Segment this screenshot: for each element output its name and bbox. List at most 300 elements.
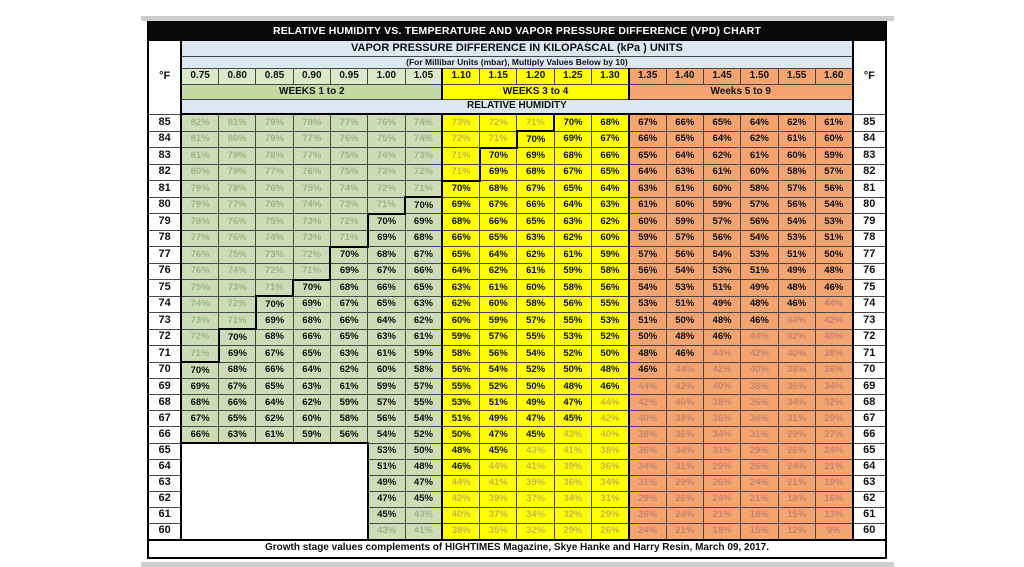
- rh-cell: 77%: [219, 197, 256, 214]
- rh-cell: 66%: [629, 131, 666, 148]
- rh-cell: 69%: [293, 296, 330, 313]
- rh-cell: 38%: [442, 523, 479, 540]
- rh-cell: 29%: [629, 491, 666, 507]
- rh-cell: 53%: [666, 280, 703, 297]
- rh-cell: 42%: [592, 411, 629, 427]
- rh-cell: 40%: [741, 362, 778, 379]
- rh-cell: 70%: [330, 247, 367, 264]
- rh-cell: 62%: [592, 214, 629, 231]
- rh-cell: 24%: [778, 459, 815, 475]
- rh-cell: 81%: [219, 114, 256, 131]
- rh-cell: 64%: [703, 131, 740, 148]
- rh-cell: 58%: [554, 280, 591, 297]
- rh-cell: 65%: [368, 296, 405, 313]
- rh-cell: 38%: [815, 346, 852, 363]
- rh-cell: 24%: [703, 491, 740, 507]
- rh-cell: 57%: [629, 247, 666, 264]
- rh-cell: 46%: [442, 459, 479, 475]
- rh-cell: 67%: [405, 247, 442, 264]
- rh-cell: 72%: [219, 296, 256, 313]
- rh-cell: 47%: [368, 491, 405, 507]
- rh-cell: 41%: [554, 443, 591, 459]
- temp-row-label: 76: [148, 263, 181, 280]
- rh-cell: 34%: [517, 507, 554, 523]
- temp-row-label: 76: [853, 263, 886, 280]
- rh-cell: 36%: [629, 443, 666, 459]
- rh-cell: 56%: [554, 296, 591, 313]
- rh-cell: 26%: [703, 475, 740, 491]
- rh-cell: 66%: [293, 329, 330, 346]
- rh-cell: 50%: [815, 247, 852, 264]
- rh-cell: 69%: [480, 164, 517, 181]
- kpa-header-cell: 0.85: [256, 69, 293, 85]
- rh-cell: 45%: [368, 507, 405, 523]
- rh-cell: 62%: [517, 247, 554, 264]
- rh-cell: 63%: [554, 214, 591, 231]
- rh-cell: 55%: [442, 379, 479, 395]
- rh-cell: 65%: [554, 181, 591, 198]
- rh-cell: 63%: [592, 197, 629, 214]
- rh-cell: 53%: [815, 214, 852, 231]
- rh-cell: 36%: [554, 475, 591, 491]
- rh-cell: 42%: [815, 313, 852, 330]
- rh-cell: 71%: [219, 313, 256, 330]
- rh-cell: 49%: [703, 296, 740, 313]
- rh-cell: 79%: [256, 131, 293, 148]
- rh-cell: 38%: [629, 427, 666, 444]
- rh-cell: 63%: [405, 296, 442, 313]
- rh-cell: 59%: [703, 197, 740, 214]
- rh-cell: 45%: [517, 427, 554, 444]
- rh-cell: 42%: [778, 329, 815, 346]
- rh-cell: 54%: [778, 214, 815, 231]
- rh-cell: 67%: [480, 197, 517, 214]
- rh-cell: 61%: [517, 263, 554, 280]
- rh-cell: 62%: [778, 114, 815, 131]
- rh-cell: 36%: [703, 411, 740, 427]
- rh-cell: 41%: [480, 475, 517, 491]
- rh-cell: 44%: [666, 362, 703, 379]
- rh-cell: 21%: [703, 507, 740, 523]
- rh-cell: 56%: [368, 411, 405, 427]
- temp-row-label: 73: [148, 313, 181, 330]
- rh-cell: 75%: [181, 280, 218, 297]
- rh-cell: 66%: [256, 362, 293, 379]
- rh-cell: 66%: [517, 197, 554, 214]
- rh-cell: 57%: [666, 230, 703, 247]
- table-row: [148, 411, 886, 427]
- temp-row-label: 74: [148, 296, 181, 313]
- rh-cell: 52%: [480, 379, 517, 395]
- temp-row-label: 82: [148, 164, 181, 181]
- table-row: [148, 280, 886, 297]
- rh-cell: 76%: [368, 114, 405, 131]
- rh-cell: 21%: [778, 475, 815, 491]
- rh-cell: 76%: [330, 131, 367, 148]
- rh-cell: 62%: [703, 148, 740, 165]
- kpa-header-cell: 1.20: [517, 69, 554, 85]
- rh-cell: 58%: [778, 164, 815, 181]
- temp-row-label: 79: [853, 214, 886, 231]
- temp-row-label: 66: [853, 427, 886, 444]
- rh-cell: 51%: [442, 411, 479, 427]
- rh-cell: 79%: [181, 197, 218, 214]
- rh-cell: 69%: [405, 214, 442, 231]
- rh-cell: 36%: [815, 362, 852, 379]
- rh-cell: 78%: [219, 181, 256, 198]
- rh-cell: 54%: [405, 411, 442, 427]
- rh-cell: 24%: [666, 507, 703, 523]
- units-note: (For Millibar Units (mbar), Multiply Values Below by 10): [181, 57, 852, 69]
- rh-cell: 57%: [368, 395, 405, 411]
- temp-row-label: 67: [148, 411, 181, 427]
- rh-cell: 71%: [293, 263, 330, 280]
- rh-cell: 79%: [219, 164, 256, 181]
- kpa-header-cell: 0.90: [293, 69, 330, 85]
- temp-row-label: 73: [853, 313, 886, 330]
- rh-cell: 54%: [629, 280, 666, 297]
- rh-cell: 60%: [442, 313, 479, 330]
- rh-cell: 73%: [181, 313, 218, 330]
- rh-cell: 59%: [405, 346, 442, 363]
- rh-cell: 34%: [592, 475, 629, 491]
- rh-cell: 63%: [293, 379, 330, 395]
- rh-cell: 26%: [741, 459, 778, 475]
- rh-cell: 75%: [330, 148, 367, 165]
- table-row: [148, 181, 886, 198]
- rh-cell: 70%: [368, 214, 405, 231]
- rh-cell: 32%: [554, 507, 591, 523]
- temp-row-label: 63: [148, 475, 181, 491]
- rh-cell: 74%: [219, 263, 256, 280]
- rh-cell: 44%: [703, 346, 740, 363]
- rh-cell: 69%: [181, 379, 218, 395]
- rh-cell: 73%: [442, 114, 479, 131]
- rh-cell: 58%: [442, 346, 479, 363]
- rh-cell: 34%: [554, 491, 591, 507]
- week-row: [148, 85, 886, 100]
- rh-cell: 60%: [703, 181, 740, 198]
- rh-cell: 41%: [405, 523, 442, 540]
- rh-cell: 70%: [480, 148, 517, 165]
- rh-cell: 35%: [480, 523, 517, 540]
- rh-cell: 45%: [554, 411, 591, 427]
- rh-cell: 73%: [293, 230, 330, 247]
- rh-cell: 53%: [592, 313, 629, 330]
- rh-cell: 72%: [181, 329, 218, 346]
- rh-cell: 58%: [330, 411, 367, 427]
- rh-cell: 46%: [629, 362, 666, 379]
- rh-cell: 57%: [815, 164, 852, 181]
- rh-cell: 70%: [293, 280, 330, 297]
- rh-cell: 65%: [293, 346, 330, 363]
- table-row: [148, 148, 886, 165]
- page-bottom-strip: [141, 562, 894, 567]
- table-footer: [148, 540, 886, 558]
- temp-row-label: 71: [853, 346, 886, 363]
- rh-cell: 74%: [405, 114, 442, 131]
- rh-cell: 56%: [666, 247, 703, 264]
- rh-cell: 39%: [480, 491, 517, 507]
- temp-row-label: 60: [148, 523, 181, 540]
- temp-row-label: 63: [853, 475, 886, 491]
- table-row: [148, 131, 886, 148]
- rh-cell: 26%: [592, 523, 629, 540]
- table-row: [148, 379, 886, 395]
- rh-cell: 55%: [592, 296, 629, 313]
- rh-cell: 53%: [442, 395, 479, 411]
- rh-cell: 65%: [517, 214, 554, 231]
- rh-cell: 41%: [517, 459, 554, 475]
- rh-cell: 19%: [815, 475, 852, 491]
- rh-cell: 56%: [815, 181, 852, 198]
- rh-cell: 79%: [256, 114, 293, 131]
- kpa-header-cell: 0.95: [330, 69, 367, 85]
- rh-cell: 57%: [703, 214, 740, 231]
- rh-cell: 50%: [405, 443, 442, 459]
- rh-cell: 46%: [778, 296, 815, 313]
- rh-cell: 64%: [629, 164, 666, 181]
- rh-cell: 73%: [293, 214, 330, 231]
- rh-cell: 44%: [592, 395, 629, 411]
- rh-cell: 55%: [405, 395, 442, 411]
- rh-cell: 57%: [741, 197, 778, 214]
- rh-cell: 48%: [741, 296, 778, 313]
- rh-cell: 67%: [219, 379, 256, 395]
- rh-cell: 44%: [442, 475, 479, 491]
- rh-cell: 68%: [554, 148, 591, 165]
- table-row: [148, 214, 886, 231]
- rh-cell: 60%: [629, 214, 666, 231]
- rh-cell: 68%: [293, 313, 330, 330]
- rh-cell: 43%: [554, 427, 591, 444]
- kpa-header-cell: 1.05: [405, 69, 442, 85]
- rh-cell: 61%: [330, 379, 367, 395]
- rh-cell: 46%: [741, 313, 778, 330]
- rh-cell: 36%: [741, 395, 778, 411]
- rh-cell: 76%: [256, 181, 293, 198]
- kpa-header-cell: 1.30: [592, 69, 629, 85]
- rh-cell: 67%: [554, 164, 591, 181]
- relative-humidity-label: RELATIVE HUMIDITY: [181, 100, 852, 115]
- rh-cell: 26%: [778, 443, 815, 459]
- temp-row-label: 65: [853, 443, 886, 459]
- rh-cell: 37%: [480, 507, 517, 523]
- temp-unit-label: °F: [148, 41, 181, 115]
- rh-cell: 50%: [592, 346, 629, 363]
- rh-cell: 45%: [405, 491, 442, 507]
- kpa-header-cell: 1.55: [778, 69, 815, 85]
- temp-row-label: 60: [853, 523, 886, 540]
- table-row: [148, 263, 886, 280]
- rh-cell: 54%: [368, 427, 405, 444]
- rh-cell: 38%: [592, 443, 629, 459]
- rh-cell: 53%: [703, 263, 740, 280]
- rh-cell: 54%: [703, 247, 740, 264]
- rh-cell: 72%: [368, 181, 405, 198]
- rh-cell: 53%: [629, 296, 666, 313]
- temp-row-label: 85: [853, 114, 886, 131]
- rh-cell: 29%: [554, 523, 591, 540]
- rh-cell: 47%: [405, 475, 442, 491]
- rh-cell: 71%: [442, 148, 479, 165]
- rh-cell: 48%: [442, 443, 479, 459]
- rh-cell: 55%: [517, 329, 554, 346]
- table-row: [148, 346, 886, 363]
- rh-cell: 42%: [666, 379, 703, 395]
- rh-cell: 76%: [181, 263, 218, 280]
- rh-cell: 67%: [629, 114, 666, 131]
- rh-cell: 46%: [592, 379, 629, 395]
- rh-cell: 52%: [405, 427, 442, 444]
- rh-cell: 76%: [219, 214, 256, 231]
- rh-cell: 81%: [181, 131, 218, 148]
- rh-cell: 34%: [741, 411, 778, 427]
- rh-cell: 39%: [517, 475, 554, 491]
- table-row: [148, 362, 886, 379]
- rh-cell: 67%: [368, 263, 405, 280]
- rh-cell: 31%: [741, 427, 778, 444]
- rh-cell: 40%: [442, 507, 479, 523]
- rh-cell: 70%: [219, 329, 256, 346]
- temp-row-label: 75: [853, 280, 886, 297]
- rh-cell: 36%: [666, 427, 703, 444]
- rh-cell: 76%: [256, 197, 293, 214]
- rh-cell: 65%: [219, 411, 256, 427]
- rh-cell: 61%: [405, 329, 442, 346]
- table-row: [148, 247, 886, 264]
- rh-cell: 31%: [666, 459, 703, 475]
- rh-cell: 44%: [629, 379, 666, 395]
- rh-cell: 63%: [517, 230, 554, 247]
- rh-cell: 75%: [219, 247, 256, 264]
- rh-cell: 80%: [181, 164, 218, 181]
- table-row: [148, 329, 886, 346]
- rh-cell: 47%: [517, 411, 554, 427]
- rh-cell: 71%: [517, 114, 554, 131]
- rh-cell: 15%: [778, 507, 815, 523]
- rh-cell: 66%: [405, 263, 442, 280]
- rh-cell: 63%: [219, 427, 256, 444]
- rh-cell: 53%: [554, 329, 591, 346]
- rh-cell: 47%: [480, 427, 517, 444]
- rh-cell: 74%: [368, 148, 405, 165]
- rh-cell: 69%: [368, 230, 405, 247]
- temp-row-label: 62: [148, 491, 181, 507]
- rh-cell: 24%: [629, 523, 666, 540]
- rh-cell: 18%: [778, 491, 815, 507]
- rh-cell: 71%: [442, 164, 479, 181]
- temp-row-label: 62: [853, 491, 886, 507]
- rh-cell: 70%: [181, 362, 218, 379]
- grid: [148, 114, 886, 540]
- rh-cell: 75%: [256, 214, 293, 231]
- temp-row-label: 65: [148, 443, 181, 459]
- temp-row-label: 70: [148, 362, 181, 379]
- rh-cell: 72%: [330, 214, 367, 231]
- temp-row-label: 61: [853, 507, 886, 523]
- rh-cell: 48%: [703, 313, 740, 330]
- rh-cell: 74%: [256, 230, 293, 247]
- rh-cell: 48%: [405, 459, 442, 475]
- rh-cell: 29%: [592, 507, 629, 523]
- temp-row-label: 77: [853, 247, 886, 264]
- rh-cell: 48%: [815, 263, 852, 280]
- rh-cell: 31%: [592, 491, 629, 507]
- chart-title: RELATIVE HUMIDITY VS. TEMPERATURE AND VAPOR PRESSURE DIFFERENCE (VPD) CHART: [148, 22, 886, 41]
- rh-cell: 69%: [442, 197, 479, 214]
- rh-cell: 74%: [405, 131, 442, 148]
- rh-cell: 64%: [368, 313, 405, 330]
- rh-cell: 61%: [480, 280, 517, 297]
- rh-cell: 74%: [293, 197, 330, 214]
- rh-cell: 58%: [405, 362, 442, 379]
- rh-cell: 78%: [181, 214, 218, 231]
- week-group-label: WEEKS 3 to 4: [442, 85, 628, 100]
- rh-cell: 38%: [741, 379, 778, 395]
- rh-cell: 15%: [741, 523, 778, 540]
- temp-row-label: 77: [148, 247, 181, 264]
- rh-cell: 21%: [815, 459, 852, 475]
- rh-cell: 64%: [554, 197, 591, 214]
- rh-cell: 24%: [741, 475, 778, 491]
- rh-cell: 62%: [293, 395, 330, 411]
- temp-row-label: 78: [148, 230, 181, 247]
- rh-cell: 26%: [629, 507, 666, 523]
- rh-cell: 58%: [592, 263, 629, 280]
- rh-cell: 54%: [517, 346, 554, 363]
- rh-cell: 29%: [741, 443, 778, 459]
- rh-cell: 65%: [442, 247, 479, 264]
- rh-cell: 51%: [703, 280, 740, 297]
- rh-cell: 56%: [703, 230, 740, 247]
- rh-cell: 68%: [256, 329, 293, 346]
- rh-cell: 62%: [256, 411, 293, 427]
- rh-cell: 78%: [293, 114, 330, 131]
- kpa-header-cell: 0.80: [219, 69, 256, 85]
- rh-cell: 36%: [592, 459, 629, 475]
- rh-cell: 62%: [480, 263, 517, 280]
- table-row: [148, 427, 886, 444]
- kpa-header-cell: 1.00: [368, 69, 405, 85]
- rh-cell: 61%: [256, 427, 293, 444]
- rh-cell: 67%: [256, 346, 293, 363]
- rh-cell: 56%: [592, 280, 629, 297]
- rh-cell: 65%: [480, 230, 517, 247]
- temp-row-label: 66: [148, 427, 181, 444]
- rh-cell: 42%: [703, 362, 740, 379]
- rh-cell: 60%: [517, 280, 554, 297]
- rh-cell: 48%: [554, 379, 591, 395]
- kpa-row: [148, 69, 886, 85]
- temp-row-label: 71: [148, 346, 181, 363]
- kpa-header-cell: 1.10: [442, 69, 479, 85]
- rh-cell: 34%: [629, 459, 666, 475]
- rh-cell: 21%: [741, 491, 778, 507]
- rh-cell: 65%: [405, 280, 442, 297]
- kpa-header-cell: 1.40: [666, 69, 703, 85]
- rh-cell: 56%: [629, 263, 666, 280]
- rh-cell: 66%: [480, 214, 517, 231]
- rh-cell: 13%: [815, 507, 852, 523]
- rh-cell: 56%: [480, 346, 517, 363]
- rh-cell: 75%: [368, 131, 405, 148]
- rh-cell: 67%: [181, 411, 218, 427]
- rh-cell: 68%: [181, 395, 218, 411]
- rh-cell: 81%: [181, 148, 218, 165]
- rh-cell: 21%: [666, 523, 703, 540]
- kpa-header-cell: 0.75: [181, 69, 218, 85]
